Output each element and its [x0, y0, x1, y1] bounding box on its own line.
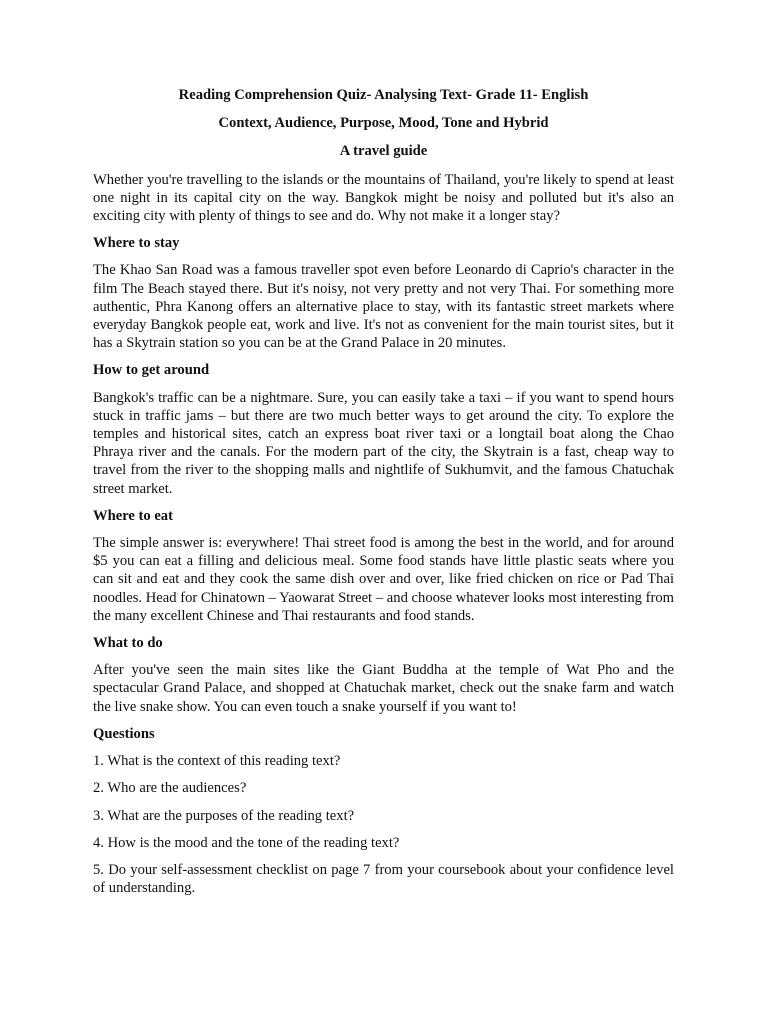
section-text-what-to-do: After you've seen the main sites like the Giant Buddha at the temple of Wat Pho and the spectacular Grand Palace, and shopped at Chatuchak market, check out the snake farm and watch the live snake show. You can even touch a snake yourself if you want to! — [93, 662, 674, 715]
question-3: 3. What are the purposes of the reading text? — [93, 807, 355, 824]
intro-paragraph: Whether you're travelling to the islands or the mountains of Thailand, you're likely to spend at least one night in its capital city on the way. Bangkok might be noisy and polluted but it's also an exciting city with plenty of things to see and do. Why not make it a longer stay? — [93, 171, 674, 225]
section-text-where-to-eat: The simple answer is: everywhere! Thai street food is among the best in the world, and for around $5 you can eat a filling and delicious meal. Some food stands have little plastic seats where you can sit and eat and they cook the same dish over and over, like fried chicken on rice or Pad Thai noodles. Head for Chinatown – Yaowarat Street – and choose whatever looks most interesting from the many excellent Chinese and Thai restaurants and food stands. — [93, 535, 674, 624]
section-heading-where-to-eat: Where to eat — [93, 507, 173, 524]
quiz-title: Reading Comprehension Quiz- Analysing Text- Grade 11- English — [178, 87, 589, 103]
text-title: A travel guide — [339, 143, 428, 160]
question-5: 5. Do your self-assessment checklist on page 7 from your coursebook about your confidence level of understanding. — [93, 861, 674, 897]
questions-heading: Questions — [93, 725, 155, 742]
section-text-where-to-stay: The Khao San Road was a famous traveller spot even before Leonardo di Caprio's character in the film The Beach stayed there. But it's noisy, not very pretty and not very Thai. For something more authentic, Phra Kanong offers an alternative place to stay, with its fantastic street markets where everyday Bangkok people eat, work and live. It's not as convenient for the main tourist sites, but it has a Skytrain station so you can be at the Grand Palace in 20 minutes. — [93, 262, 674, 352]
document-page — [93, 86, 674, 906]
question-1: 1. What is the context of this reading text? — [93, 753, 341, 770]
quiz-subtitle: Context, Audience, Purpose, Mood, Tone and Hybrid — [218, 115, 549, 132]
question-2: 2. Who are the audiences? — [93, 780, 247, 797]
section-heading-how-to-get-around: How to get around — [93, 362, 210, 379]
section-heading-where-to-stay: Where to stay — [93, 235, 180, 252]
section-heading-what-to-do: What to do — [93, 635, 163, 652]
question-4: 4. How is the mood and the tone of the reading text? — [93, 834, 400, 851]
section-text-how-to-get-around: Bangkok's traffic can be a nightmare. Sure, you can easily take a taxi – if you want to spend hours stuck in traffic jams – but there are two much better ways to get around the city. To explore the temples and historical sites, catch an express boat river taxi or a longtail boat along the Chao Phraya river and the canals. For the modern part of the city, the Skytrain is a fast, cheap way to travel from the river to the shopping malls and nightlife of Sukhumvit, and the famous Chatuchak street market. — [93, 389, 674, 497]
